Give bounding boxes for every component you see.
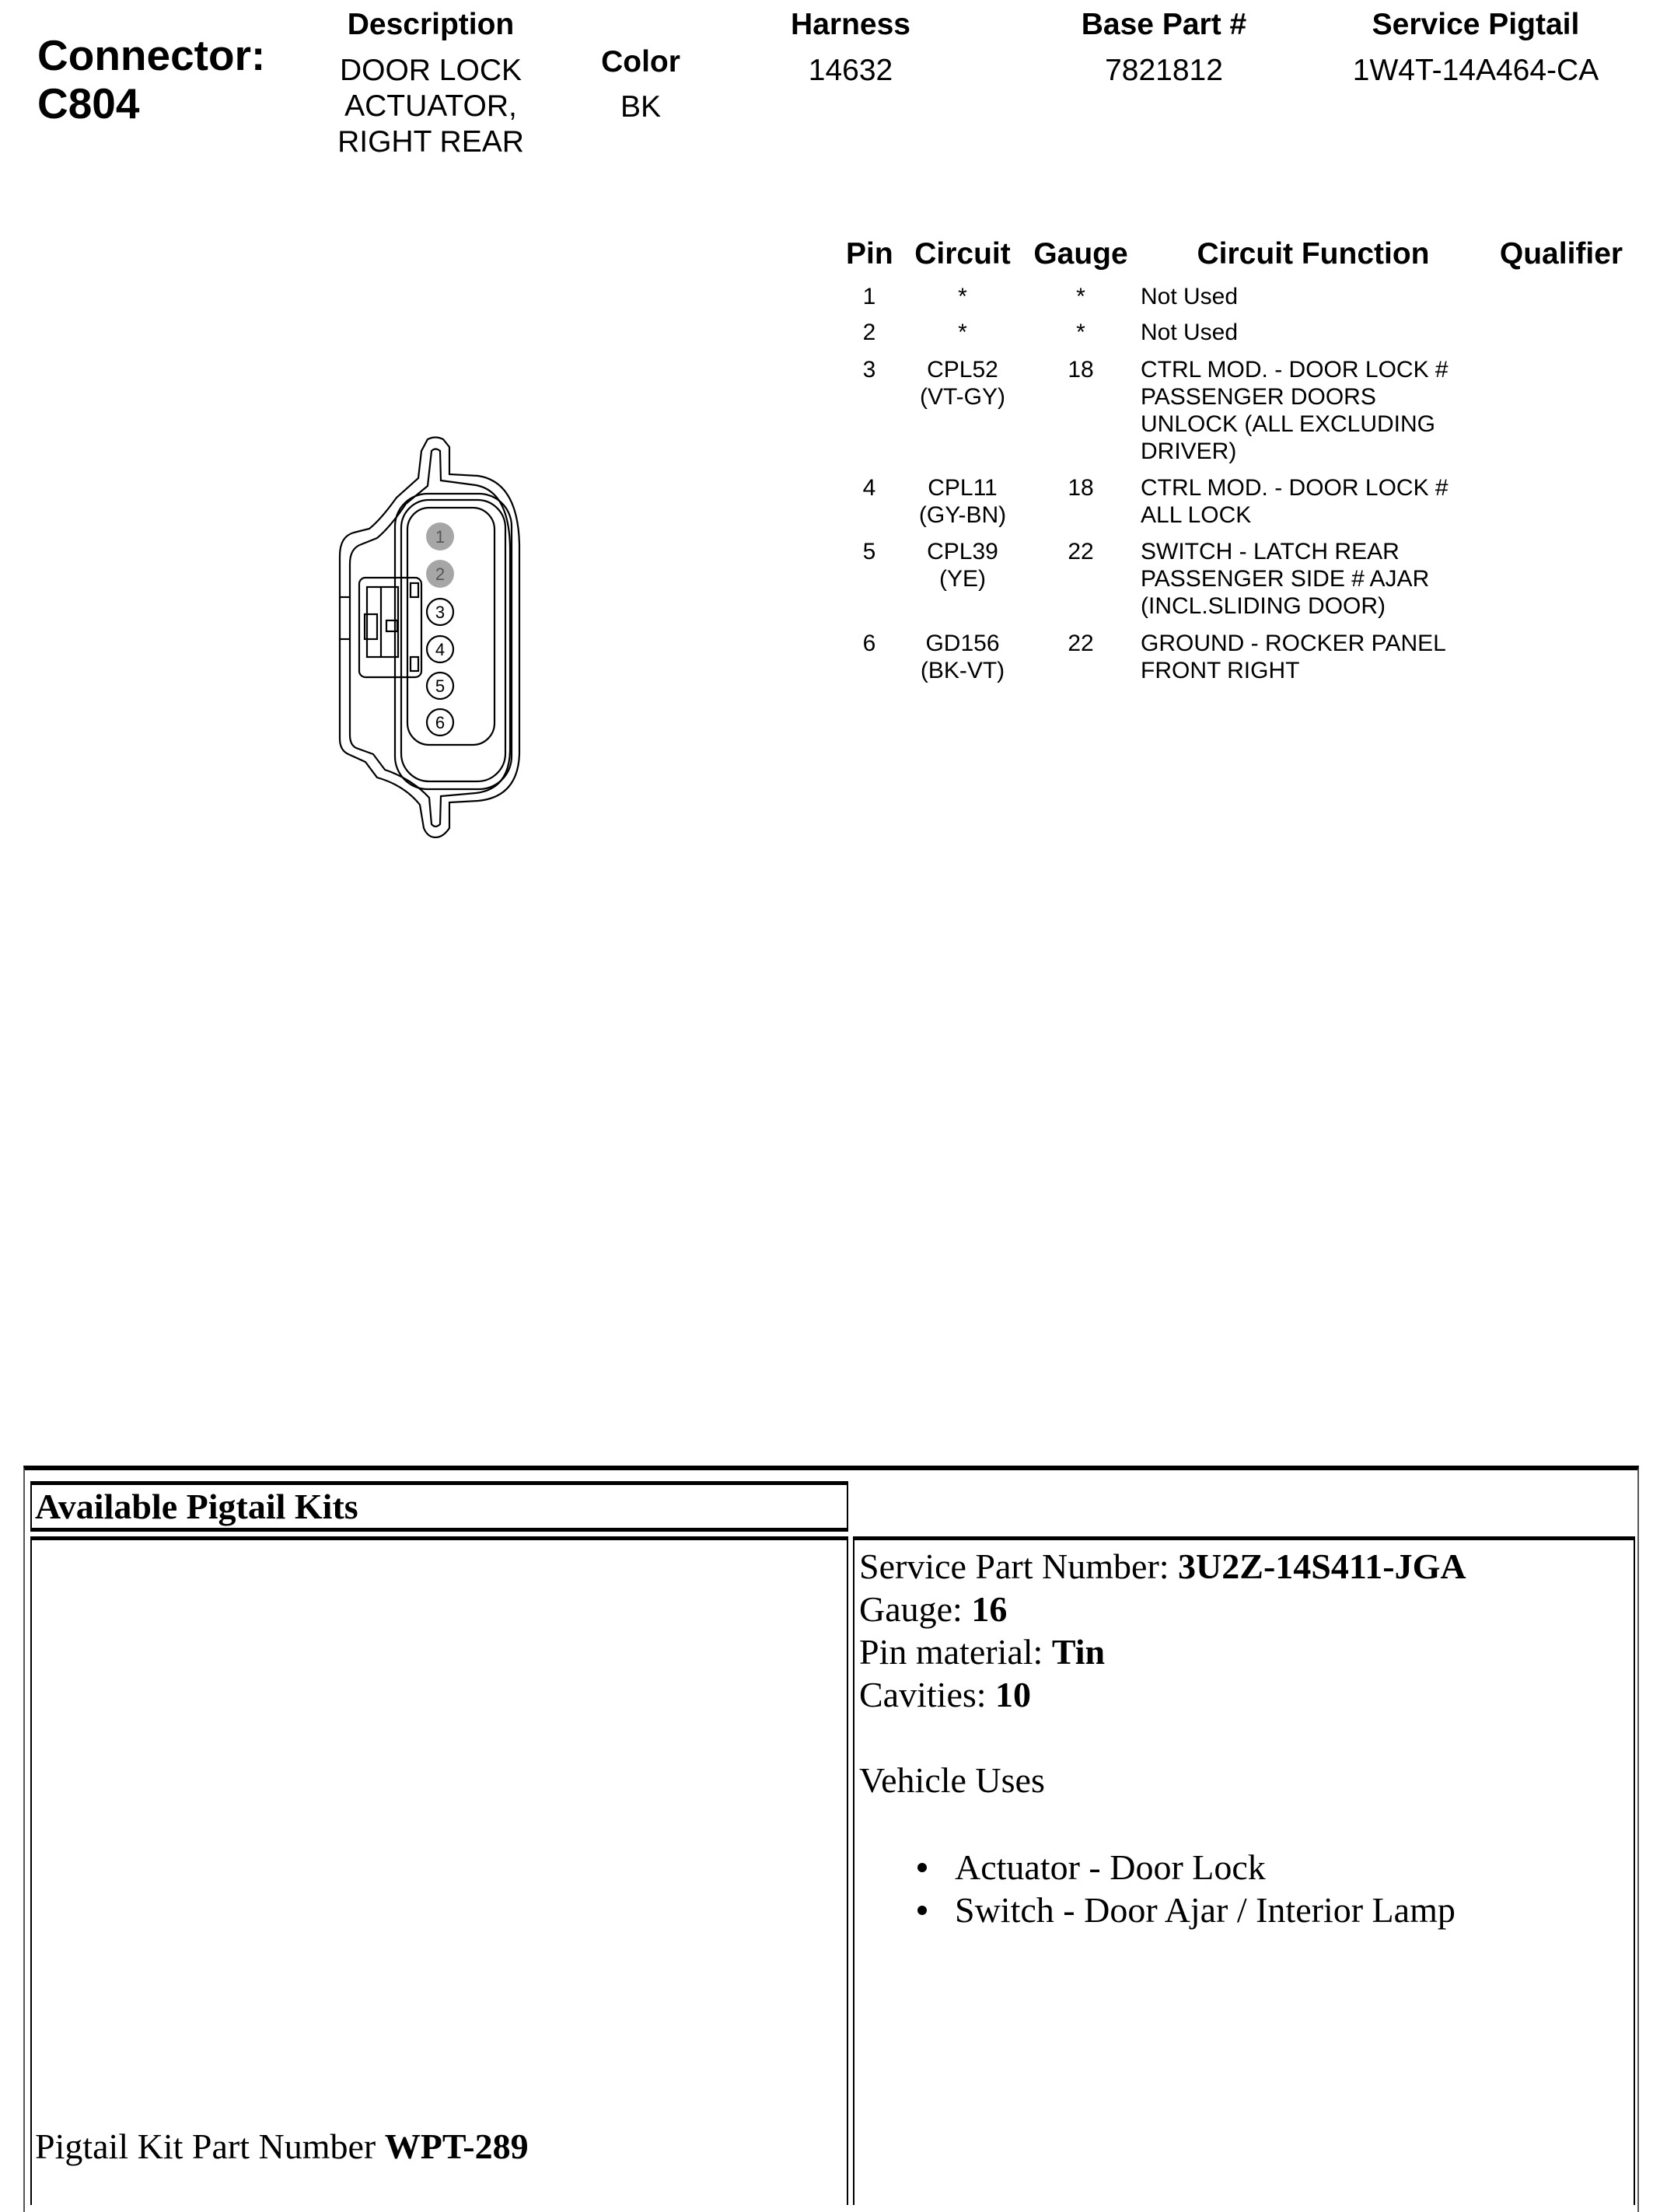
gauge: 22 <box>1068 631 1094 656</box>
color-header: Color <box>601 45 680 79</box>
connector-id: C804 <box>37 79 140 128</box>
circuit-function: CTRL MOD. - DOOR LOCK # PASSENGER DOORS UNLOCK (ALL EXCLUDING DRIVER) <box>1141 357 1449 464</box>
circuit-id: CPL52 (VT-GY) <box>920 357 1005 410</box>
service-part-number: Service Part Number: 3U2Z-14S411-JGA <box>859 1546 1466 1586</box>
harness-value: 14632 <box>808 54 893 87</box>
pin-number: 3 <box>862 357 876 383</box>
circuit-id: CPL11 (GY-BN) <box>918 475 1007 528</box>
circuit-function: GROUND - ROCKER PANEL FRONT RIGHT <box>1141 631 1446 683</box>
cavities-detail: Cavities: 10 <box>859 1675 1032 1714</box>
circuit-function: SWITCH - LATCH REAR PASSENGER SIDE # AJAR (INCL.SLIDING DOOR) <box>1141 539 1430 619</box>
gauge: 18 <box>1068 475 1094 501</box>
color-value: BK <box>620 90 662 124</box>
harness-header: Harness <box>791 8 910 41</box>
bullet-icon <box>917 1906 927 1915</box>
connector-face-diagram <box>311 420 560 855</box>
description-line: RIGHT REAR <box>337 125 524 159</box>
connector-label: Connector: <box>37 31 266 79</box>
service-pigtail-value: 1W4T-14A464-CA <box>1352 54 1599 87</box>
pin-number: 5 <box>862 539 876 564</box>
connector-inner-outline <box>350 449 510 827</box>
pin-number: 4 <box>862 475 876 501</box>
pigtail-image-cell <box>30 1536 848 2205</box>
pin-label-6: 6 <box>435 713 446 732</box>
pigtail-details-cell <box>853 1536 1635 2205</box>
description-line: ACTUATOR, <box>344 89 517 123</box>
pin-label-2: 2 <box>435 564 446 584</box>
circuit-column-header: Circuit <box>914 237 1011 271</box>
gauge-detail: Gauge: 16 <box>859 1589 1008 1629</box>
circuit-id: GD156 (BK-VT) <box>920 631 1005 683</box>
pin-column-header: Pin <box>846 237 893 271</box>
pin-number: 1 <box>862 284 876 309</box>
gauge: 22 <box>1068 539 1094 564</box>
bullet-icon <box>917 1863 927 1872</box>
pin-label-5: 5 <box>435 676 446 696</box>
circuit-id: CPL39 (YE) <box>927 539 998 592</box>
service-pigtail-header: Service Pigtail <box>1372 8 1580 41</box>
pin-number: 6 <box>862 631 876 656</box>
circuit-function: CTRL MOD. - DOOR LOCK # ALL LOCK <box>1141 475 1449 528</box>
pigtail-kits-title-cell <box>30 1481 848 1532</box>
latch-housing <box>359 578 421 677</box>
base-part-header: Base Part # <box>1081 8 1247 41</box>
gauge: 18 <box>1068 357 1094 383</box>
circuit-id: * <box>958 284 967 309</box>
qualifier-column-header: Qualifier <box>1499 237 1623 271</box>
connector-title <box>37 31 265 128</box>
pin-material-detail: Pin material: Tin <box>859 1632 1106 1672</box>
list-item: Switch - Door Ajar / Interior Lamp <box>859 1889 1630 1931</box>
function-column-header: Circuit Function <box>1197 237 1430 271</box>
vehicle-uses-list <box>859 1846 1630 1931</box>
list-item: Actuator - Door Lock <box>859 1846 1630 1889</box>
pigtail-kits-title: Available Pigtail Kits <box>35 1487 358 1526</box>
description-header: Description <box>347 8 515 41</box>
pin-number: 2 <box>862 320 876 345</box>
description-line: DOOR LOCK <box>339 54 522 87</box>
circuit-id: * <box>958 320 967 345</box>
description-value <box>314 53 547 160</box>
circuit-function: Not Used <box>1141 320 1239 345</box>
base-part-value: 7821812 <box>1105 54 1223 87</box>
pin-label-3: 3 <box>435 603 446 622</box>
gauge-column-header: Gauge <box>1033 237 1128 271</box>
gauge: * <box>1076 320 1085 345</box>
vehicle-uses-label: Vehicle Uses <box>859 1760 1045 1800</box>
circuit-function: Not Used <box>1141 284 1239 309</box>
pin-label-1: 1 <box>435 527 446 547</box>
gauge: * <box>1076 284 1085 309</box>
pin-label-4: 4 <box>435 640 446 659</box>
pigtail-kit-part-number: Pigtail Kit Part Number WPT-289 <box>35 2126 529 2166</box>
